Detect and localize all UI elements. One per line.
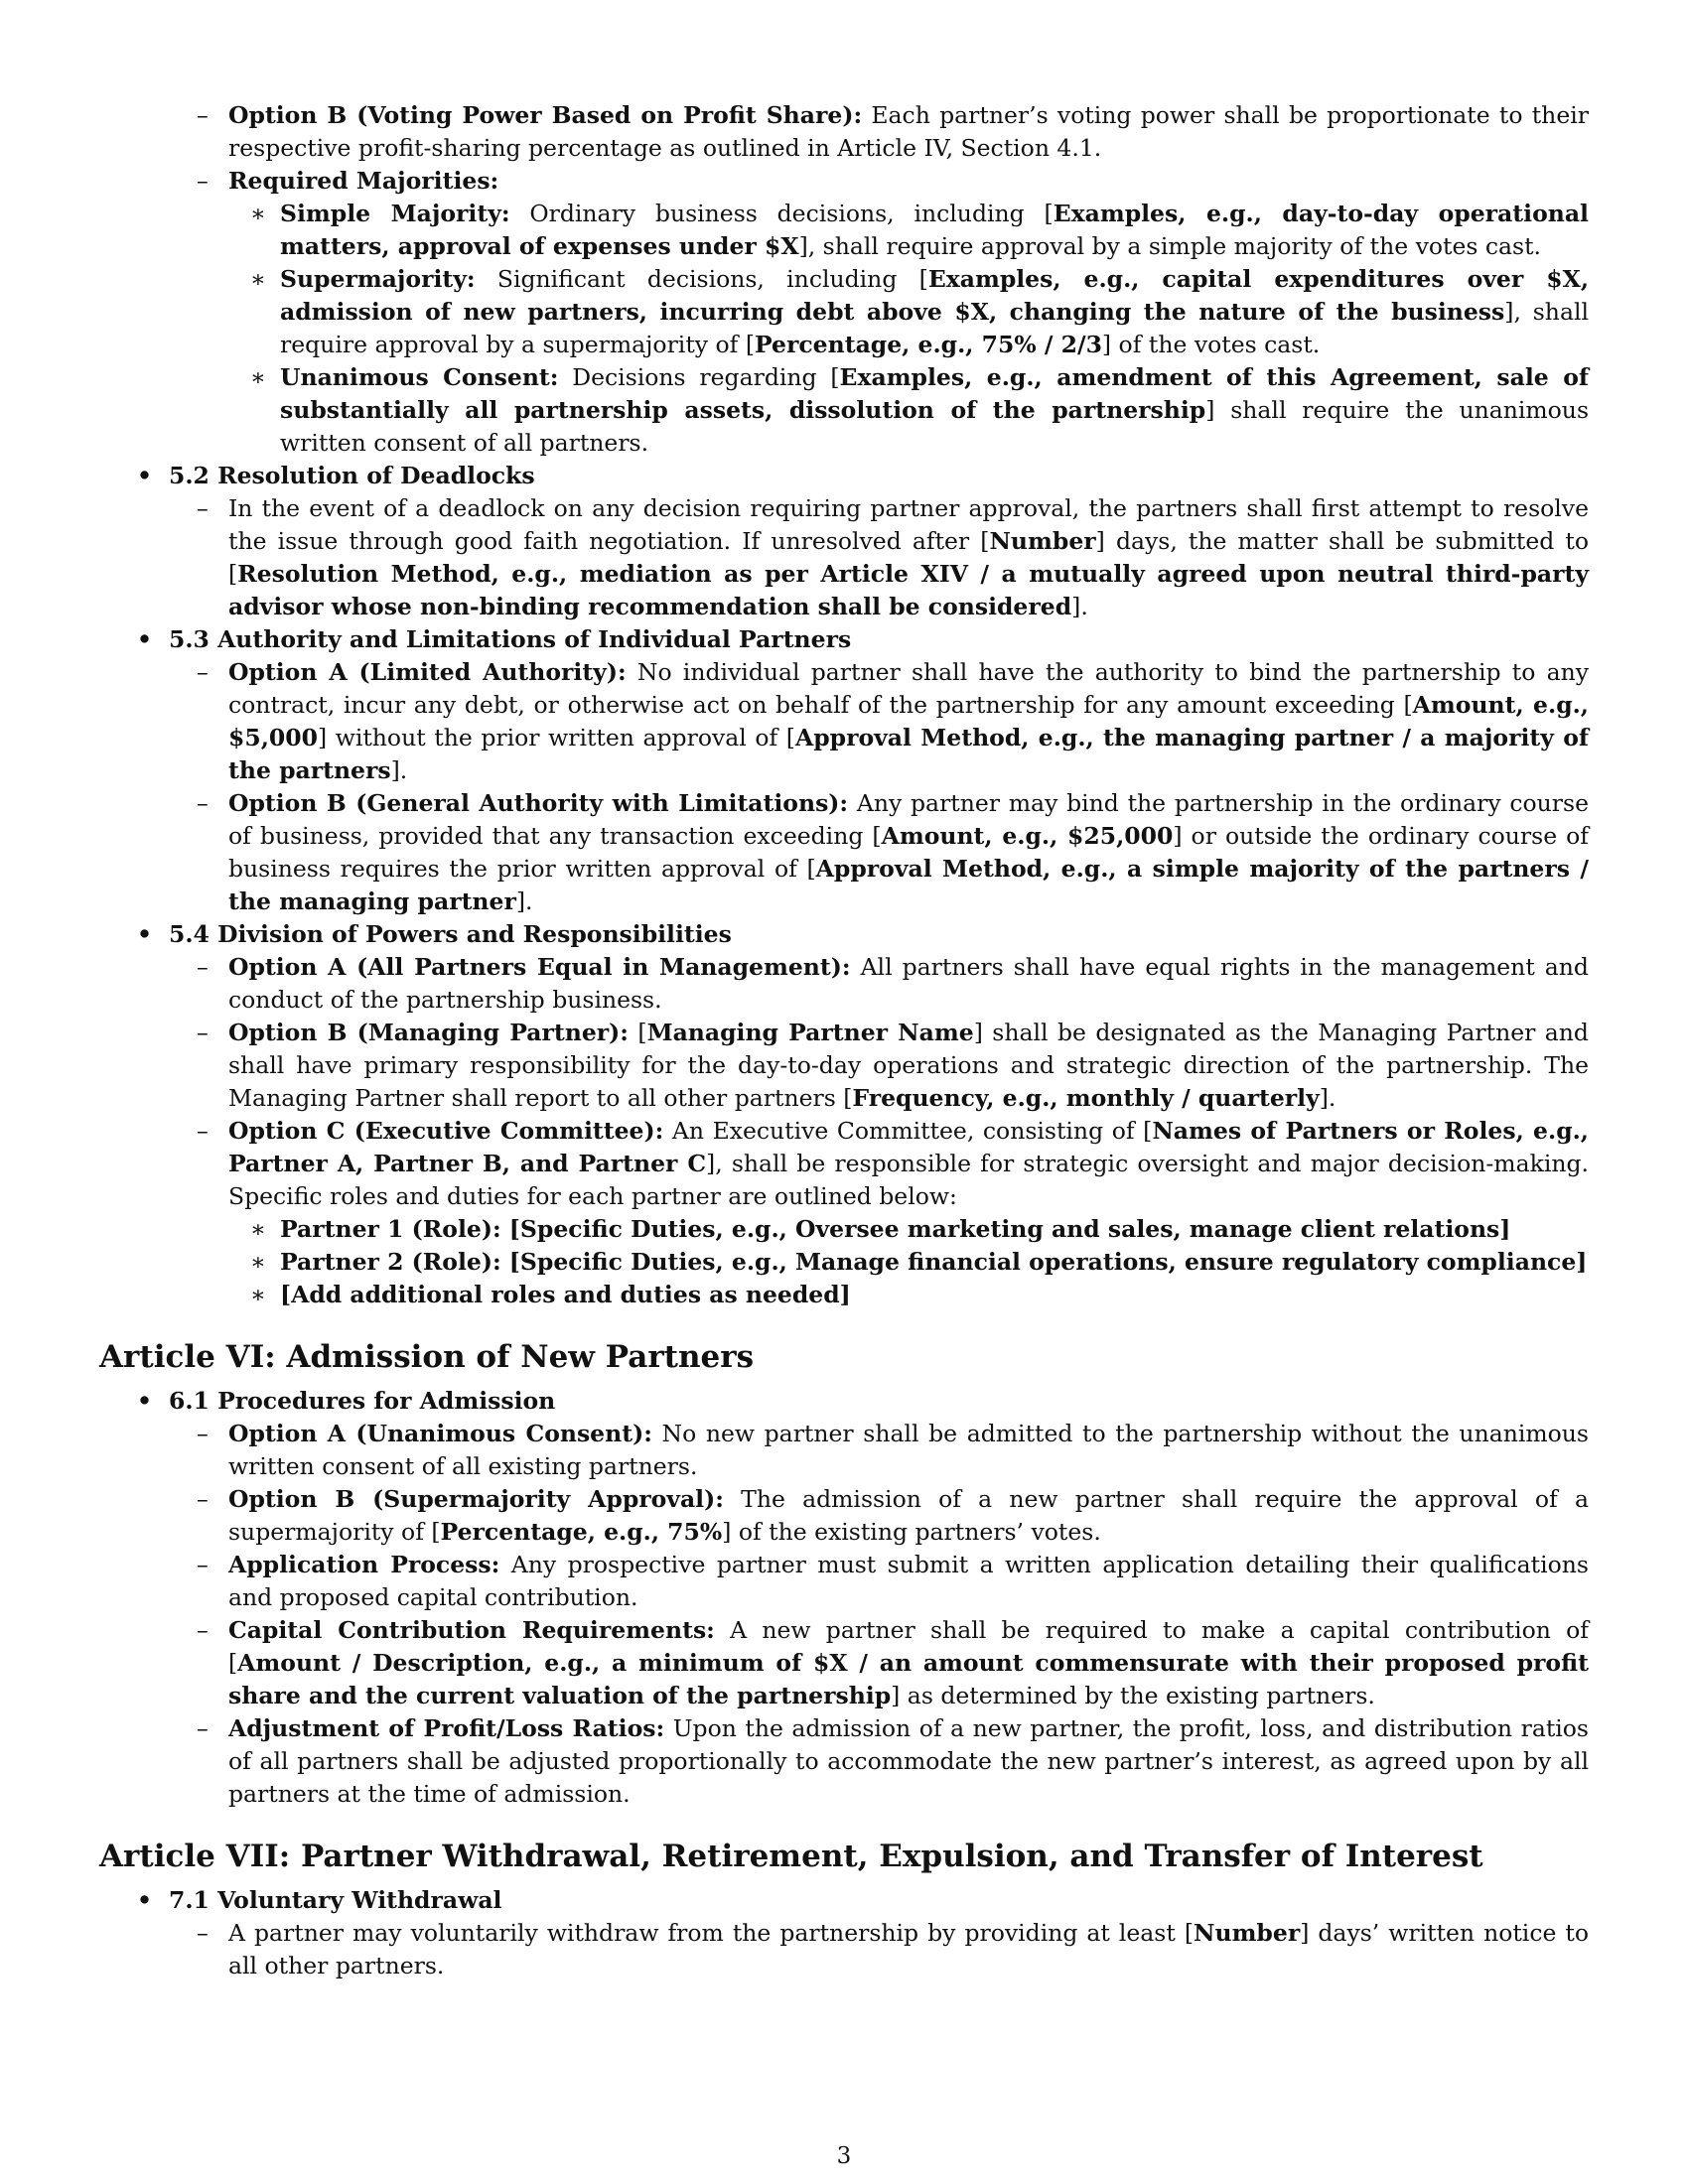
- item-text: ], shall require approval by a simple majority of the votes cast.: [798, 232, 1542, 260]
- list-item: [99, 1614, 1589, 1712]
- placeholder-text: Approval Method, e.g., a simple majority of the partners / the managing partner: [228, 855, 1589, 915]
- bullet-marker: •: [137, 462, 153, 489]
- item-text: ], shall require approval by a supermajority of [: [280, 298, 1589, 358]
- section-heading: [99, 918, 1589, 951]
- page-number: 3: [836, 2143, 852, 2169]
- item-text: Any prospective partner must submit a written application detailing their qualifications and proposed capital contribution.: [228, 1551, 1589, 1611]
- item-text: ], shall be responsible for strategic oversight and major decision-making. Specific roles and duties for each partner are outlined below:: [228, 1150, 1589, 1210]
- option-label: Option B (General Authority with Limitations):: [228, 789, 849, 817]
- article-heading: Article VI: Admission of New Partners: [99, 1339, 755, 1375]
- article-heading: Article VII: Partner Withdrawal, Retirement, Expulsion, and Transfer of Interest: [99, 1839, 1483, 1874]
- placeholder-text: Number: [989, 527, 1096, 555]
- dash-marker: –: [197, 789, 209, 817]
- item-text: Ordinary business decisions, including [: [529, 200, 1054, 227]
- item-text: No individual partner shall have the authority to bind the partnership to any contract, incur any debt, or otherwise act on behalf of the partnership for any amount exceeding [: [228, 658, 1589, 719]
- item-text: Any partner may bind the partnership in the ordinary course of business, provided that any transaction exceeding [: [228, 789, 1589, 850]
- item-text: ] without the prior written approval of [: [317, 724, 795, 751]
- dash-marker: –: [197, 1485, 209, 1513]
- placeholder-text: Amount, e.g., $25,000: [881, 822, 1174, 850]
- item-text: ] shall require the unanimous written consent of all partners.: [280, 396, 1590, 457]
- list-item: [99, 1017, 1589, 1115]
- item-text: Decisions regarding [: [572, 363, 840, 391]
- option-label: Option B (Managing Partner):: [228, 1019, 629, 1046]
- section-heading-text: 5.3 Authority and Limitations of Individual Partners: [169, 625, 852, 653]
- placeholder-text: Approval Method, e.g., the managing partner / a majority of the partners: [228, 724, 1589, 784]
- item-text: ].: [515, 887, 533, 915]
- item-text: ] of the existing partners’ votes.: [722, 1518, 1101, 1546]
- list-item: [99, 787, 1589, 918]
- list-item: [99, 361, 1589, 460]
- dash-marker: –: [197, 1117, 209, 1145]
- item-text: All partners shall have equal rights in the management and conduct of the partnership business.: [228, 953, 1589, 1014]
- list-item: [99, 1279, 1589, 1311]
- placeholder-text: Number: [1194, 1919, 1301, 1947]
- section-heading-text: 5.4 Division of Powers and Responsibilities: [169, 920, 732, 948]
- list-item: [99, 99, 1589, 165]
- item-text: Upon the admission of a new partner, the profit, loss, and distribution ratios of all partners shall be adjusted proportionally to accommodate the new partner’s interest, as agreed upon by all partners at the time of admission.: [228, 1714, 1589, 1808]
- item-text: The admission of a new partner shall require the approval of a supermajority of [: [228, 1485, 1589, 1546]
- dash-marker: –: [197, 1919, 209, 1947]
- asterisk-marker: ∗: [250, 265, 266, 293]
- option-label: Option B (Supermajority Approval):: [228, 1485, 724, 1513]
- placeholder-text: Resolution Method, e.g., mediation as per Article XIV / a mutually agreed upon neutral third-party advisor whose non-binding recommendation shall be considered: [228, 560, 1589, 620]
- section-heading-text: 7.1 Voluntary Withdrawal: [169, 1886, 502, 1914]
- item-text: Significant decisions, including [: [496, 265, 928, 293]
- item-text: A partner may voluntarily withdraw from the partnership by providing at least [: [228, 1919, 1194, 1947]
- list-item: [99, 263, 1589, 361]
- item-label: Supermajority:: [280, 265, 476, 293]
- role-duty-text: Partner 2 (Role): [Specific Duties, e.g., Manage financial operations, ensure regulatory compliance]: [280, 1248, 1588, 1276]
- dash-marker: –: [197, 167, 209, 195]
- item-text: ] of the votes cast.: [1101, 331, 1321, 358]
- placeholder-text: Examples, e.g., amendment of this Agreement, sale of substantially all partnership assets, dissolution of the partnership: [280, 363, 1589, 424]
- placeholder-text: Amount / Description, e.g., a minimum of $X / an amount commensurate with their proposed profit share and the current valuation of the partnership: [228, 1649, 1589, 1709]
- item-label: Simple Majority:: [280, 200, 510, 227]
- dash-marker: –: [197, 494, 209, 522]
- item-label: Unanimous Consent:: [280, 363, 559, 391]
- asterisk-marker: ∗: [250, 200, 266, 227]
- asterisk-marker: ∗: [250, 363, 266, 391]
- asterisk-marker: ∗: [250, 1281, 266, 1308]
- placeholder-text: Examples, e.g., day-to-day operational matters, approval of expenses under $X: [280, 200, 1589, 260]
- option-label: Option A (Unanimous Consent):: [228, 1420, 652, 1447]
- placeholder-text: Examples, e.g., capital expenditures over $X, admission of new partners, incurring debt above $X, changing the nature of the business: [280, 265, 1590, 326]
- list-item: [99, 165, 1589, 198]
- list-item: [99, 1213, 1589, 1246]
- section-heading-text: 6.1 Procedures for Admission: [169, 1387, 556, 1415]
- option-label: Option B (Voting Power Based on Profit Share):: [228, 101, 863, 129]
- item-text: ] days, the matter shall be submitted to [: [228, 527, 1590, 588]
- option-label: Adjustment of Profit/Loss Ratios:: [228, 1714, 665, 1742]
- option-label: Option A (Limited Authority):: [228, 658, 627, 686]
- role-duty-text: Partner 1 (Role): [Specific Duties, e.g., Oversee marketing and sales, manage client relations]: [280, 1215, 1511, 1243]
- placeholder-text: Frequency, e.g., monthly / quarterly: [852, 1084, 1320, 1112]
- item-text: ] days’ written notice to all other partners.: [228, 1919, 1589, 1979]
- dash-marker: –: [197, 658, 209, 686]
- item-text: No new partner shall be admitted to the partnership without the unanimous written consent of all existing partners.: [228, 1420, 1589, 1480]
- list-item: [99, 492, 1589, 623]
- section-heading: [99, 1385, 1589, 1418]
- item-text: ].: [1071, 593, 1088, 620]
- item-text: ] or outside the ordinary course of business requires the prior written approval of [: [228, 822, 1590, 883]
- option-label: Required Majorities:: [228, 167, 499, 195]
- dash-marker: –: [197, 101, 209, 129]
- placeholder-text: Percentage, e.g., 75%: [440, 1518, 723, 1546]
- bullet-marker: •: [137, 1886, 153, 1914]
- list-item: [99, 1483, 1589, 1549]
- item-text: [: [637, 1019, 647, 1046]
- option-label: Application Process:: [228, 1551, 500, 1578]
- item-text: An Executive Committee, consisting of [: [671, 1117, 1153, 1145]
- asterisk-marker: ∗: [250, 1215, 266, 1243]
- placeholder-text: Names of Partners or Roles, e.g., Partner A, Partner B, and Partner C: [228, 1117, 1589, 1177]
- item-text: ] as determined by the existing partners.: [891, 1682, 1375, 1709]
- document-page: [99, 99, 1589, 1982]
- list-item: [99, 1418, 1589, 1483]
- role-duty-text: [Add additional roles and duties as needed]: [280, 1281, 851, 1308]
- list-item: [99, 1115, 1589, 1213]
- section-heading: [99, 1884, 1589, 1917]
- bullet-marker: •: [137, 920, 153, 948]
- placeholder-text: Amount, e.g., $5,000: [228, 691, 1589, 751]
- option-text: Each partner’s voting power shall be proportionate to their respective profit-sharing percentage as outlined in Article IV, Section 4.1.: [228, 101, 1589, 162]
- list-item: [99, 1549, 1589, 1614]
- asterisk-marker: ∗: [250, 1248, 266, 1276]
- placeholder-text: Managing Partner Name: [646, 1019, 974, 1046]
- dash-marker: –: [197, 953, 209, 981]
- item-text: In the event of a deadlock on any decision requiring partner approval, the partners shall first attempt to resolve the issue through good faith negotiation. If unresolved after [: [228, 494, 1589, 555]
- option-label: Option C (Executive Committee):: [228, 1117, 664, 1145]
- list-item: [99, 951, 1589, 1017]
- bullet-marker: •: [137, 1387, 153, 1415]
- dash-marker: –: [197, 1019, 209, 1046]
- section-heading-text: 5.2 Resolution of Deadlocks: [169, 462, 535, 489]
- dash-marker: –: [197, 1420, 209, 1447]
- dash-marker: –: [197, 1714, 209, 1742]
- list-item: [99, 1917, 1589, 1982]
- list-item: [99, 1246, 1589, 1279]
- section-heading: [99, 623, 1589, 656]
- section-heading: [99, 460, 1589, 492]
- list-item: [99, 656, 1589, 787]
- item-text: ] shall be designated as the Managing Partner and shall have primary responsibility for the day-to-day operations and strategic direction of the partnership. The Managing Partner shall report to all other partners [: [228, 1019, 1589, 1112]
- option-label: Capital Contribution Requirements:: [228, 1616, 715, 1644]
- list-item: [99, 198, 1589, 263]
- item-text: ].: [1319, 1084, 1336, 1112]
- option-label: Option A (All Partners Equal in Management):: [228, 953, 851, 981]
- placeholder-text: Percentage, e.g., 75% / 2/3: [755, 331, 1102, 358]
- list-item: [99, 1712, 1589, 1811]
- item-text: ].: [390, 756, 408, 784]
- dash-marker: –: [197, 1551, 209, 1578]
- bullet-marker: •: [137, 625, 153, 653]
- item-text: A new partner shall be required to make a capital contribution of [: [228, 1616, 1589, 1677]
- dash-marker: –: [197, 1616, 209, 1644]
